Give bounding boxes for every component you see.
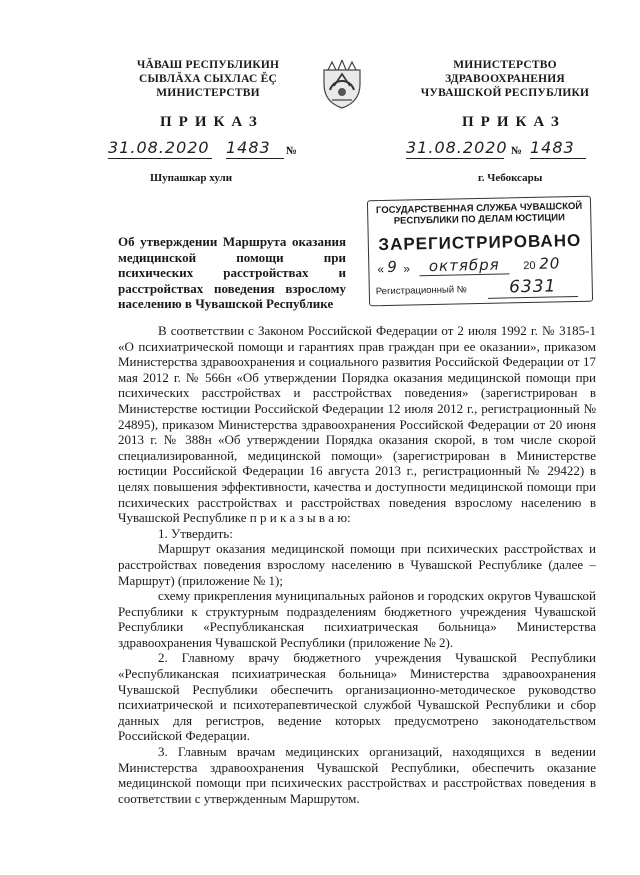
prikaz-left: ПРИКАЗ [160,114,264,130]
stamp-reg-number: 6331 [488,276,578,299]
registration-stamp [367,196,593,307]
stamp-line: ГОСУДАРСТВЕННАЯ СЛУЖБА ЧУВАШСКОЙ [375,200,583,217]
header-left [118,58,298,100]
order-number-left: 1483 [226,138,284,159]
header-right-line: ЗДРАВООХРАНЕНИЯ [445,73,565,85]
paragraph: 1. Утвердить: [158,525,233,541]
order-date-left: 31.08.2020 [108,138,212,159]
stamp-registered: ЗАРЕГИСТРИРОВАНО [378,230,582,255]
stamp-year: 20 [539,254,561,273]
header-right [420,58,590,100]
number-sign-left: № [286,145,298,157]
order-word: п р и к а з ы в а ю: [249,510,351,526]
stamp-day: 9 [387,257,399,276]
header-left-line: СЫВЛĂХА СЫХЛАС ĔÇ [139,73,277,85]
stamp-year-prefix: 20 [523,259,536,273]
city-right: г. Чебоксары [478,172,543,184]
stamp-line: РЕСПУБЛИКИ ПО ДЕЛАМ ЮСТИЦИИ [393,212,566,227]
document-title: Об утверждении Маршрута оказания медицинской помощи при психических расстройствах и расстройствах поведения взрослому населению в Чувашской Республике [118,234,346,311]
stamp-reg-row [370,276,592,301]
emblem-icon [320,60,364,110]
document-body [118,323,596,806]
stamp-month: октября [419,255,509,276]
paragraph: 3. Главным врачам медицинских организаций, находящихся в ведении Министерства здравоохранения Чувашской Республики, обеспечить оказание медицинской помощи при психических расстройствах и расстройствах поведения в соответствии с утвержденным Маршрутом. [118,744,596,806]
prikaz-right: ПРИКАЗ [462,114,566,130]
paragraph-text: В соответствии с Законом Российской Федерации от 2 июля 1992 г. № 3185-1 «О психиатрической помощи и гарантиях прав граждан при ее оказании», приказом Министерства здравоохранения и социального развития Российской Федерации от 17 мая 2012 г. № 566н «Об утверждении Порядка оказания медицинской помощи при психических расстройствах и расстройствах поведения» (зарегистрирован в Министерстве юстиции Российской Федерации 12 июля 2012 г., регистрационный № 24895), приказом Министерства здравоохранения Российской Федерации от 20 июня 2013 г. № 388н «Об утверждении Порядка оказания скорой, в том числе скорой специализированной, медицинской помощи» (зарегистрирован в Министерстве юстиции Российской Федерации 16 августа 2013 г., регистрационный № 29422) в целях повышения эффективности, качества и доступности медицинской помощи при психических расстройствах и расстройствах поведения взрослому населению в Чувашской Республике [118,323,596,526]
paragraph [118,323,596,526]
stamp-reg-label: Регистрационный № [375,284,468,298]
stamp-date-row: « 9 » октября 20 20 [377,254,561,277]
paragraph: схему прикрепления муниципальных районов и городских округов Чувашской Республики к структурным подразделениям бюджетного учреждения Чувашской Республики «Республиканская психиатрическая больница» Министерства здравоохранения Чувашской Республики (приложение № 2). [118,588,596,650]
number-sign-right: № [511,145,523,157]
city-left: Шупашкар хули [150,172,233,184]
header-left-line: МИНИСТЕРСТВИ [156,87,260,99]
paragraph: Маршрут оказания медицинской помощи при психических расстройствах и расстройствах поведения взрослому населению в Чувашской Республике (далее – Маршрут) (приложение № 1); [118,541,596,588]
order-number-right: 1483 [530,138,586,159]
order-date-right: 31.08.2020 [406,138,508,157]
header-right-line: МИНИСТЕРСТВО [453,59,557,71]
header-right-line: ЧУВАШСКОЙ РЕСПУБЛИКИ [420,87,590,99]
paragraph: 2. Главному врачу бюджетного учреждения Чувашской Республики «Республиканская психиатрическая больница» Министерства здравоохранения Чувашской Республики обеспечить организационно-методическое руководство психиатрической и психотерапевтической службой Чувашской Республики и сбор данных для регистров, ведение которых предусмотрено законодательством Российской Федерации. [118,650,596,744]
header-left-line: ЧĂВАШ РЕСПУБЛИКИН [136,59,280,71]
